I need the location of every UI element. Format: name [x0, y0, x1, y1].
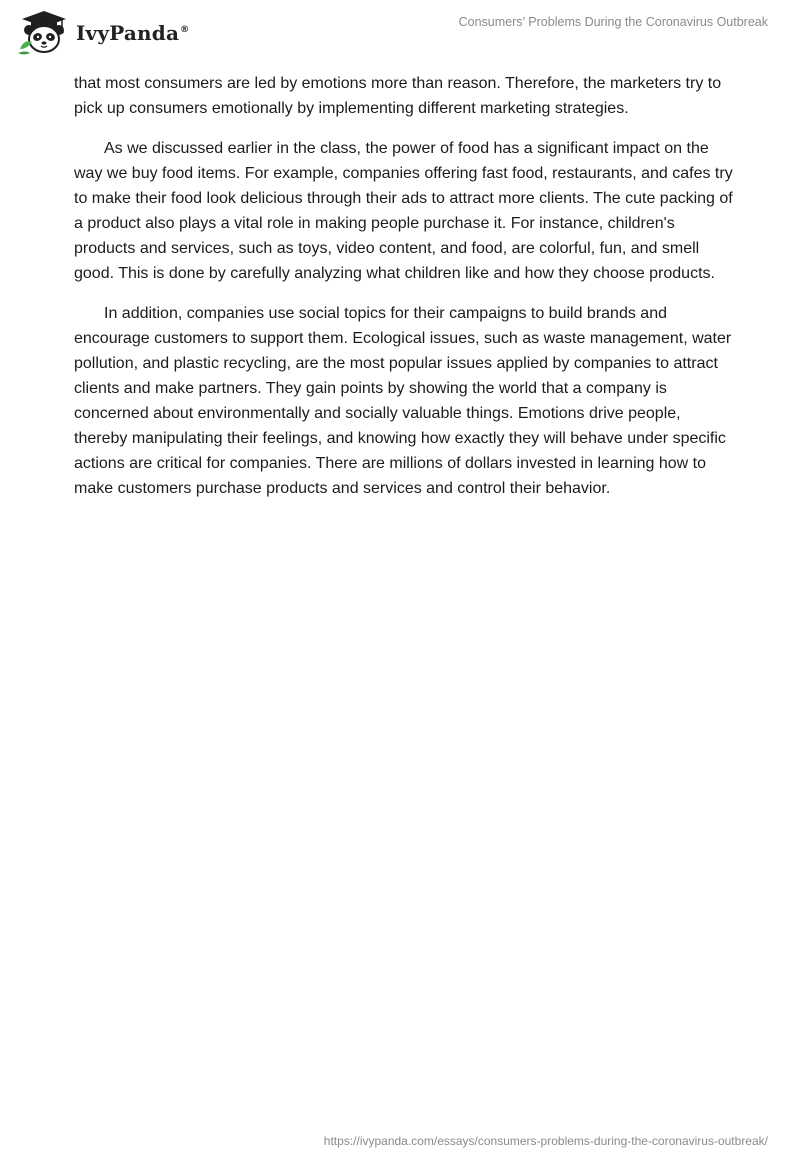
- source-url[interactable]: https://ivypanda.com/essays/consumers-problems-during-the-coronavirus-outbreak/: [323, 1134, 768, 1148]
- document-title: Consumers’ Problems During the Coronavirus Outbreak: [458, 15, 768, 29]
- paragraph-3: In addition, companies use social topics for their campaigns to build brands and encourage customers to support them. Ecological issues, such as waste management, water pollution, and plastic recycling, are the most popular issues applied by companies to attract clients and make partners. They gain points by showing the world that a company is concerned about environmentally and socially valuable things. Emotions drive people, thereby manipulating their feelings, and knowing how exactly they will behave under specific actions are critical for companies. There are millions of dollars invested in learning how to make customers purchase products and services and control their behavior.: [74, 305, 732, 497]
- paragraph-1: that most consumers are led by emotions more than reason. Therefore, the marketers try to pick up consumers emotionally by implementing different marketing strategies.: [74, 75, 722, 117]
- brand-name: [76, 21, 189, 45]
- paragraph-2: As we discussed earlier in the class, the power of food has a significant impact on the way we buy food items. For example, companies offering fast food, restaurants, and cafes try to make their food look delicious through their ads to attract more clients. The cute packing of a product also plays a vital role in making people purchase it. For instance, children's products and services, such as toys, video content, and food, are colorful, fun, and smell good. This is done by carefully analyzing what children like and how they choose products.: [74, 140, 733, 282]
- brand-name-text: IvyPanda: [76, 21, 180, 45]
- ivypanda-logo[interactable]: [16, 9, 189, 55]
- registered-mark: ®: [180, 25, 190, 36]
- page-header: [0, 0, 800, 62]
- essay-body: [74, 71, 734, 516]
- panda-graduation-cap-icon: [16, 9, 72, 55]
